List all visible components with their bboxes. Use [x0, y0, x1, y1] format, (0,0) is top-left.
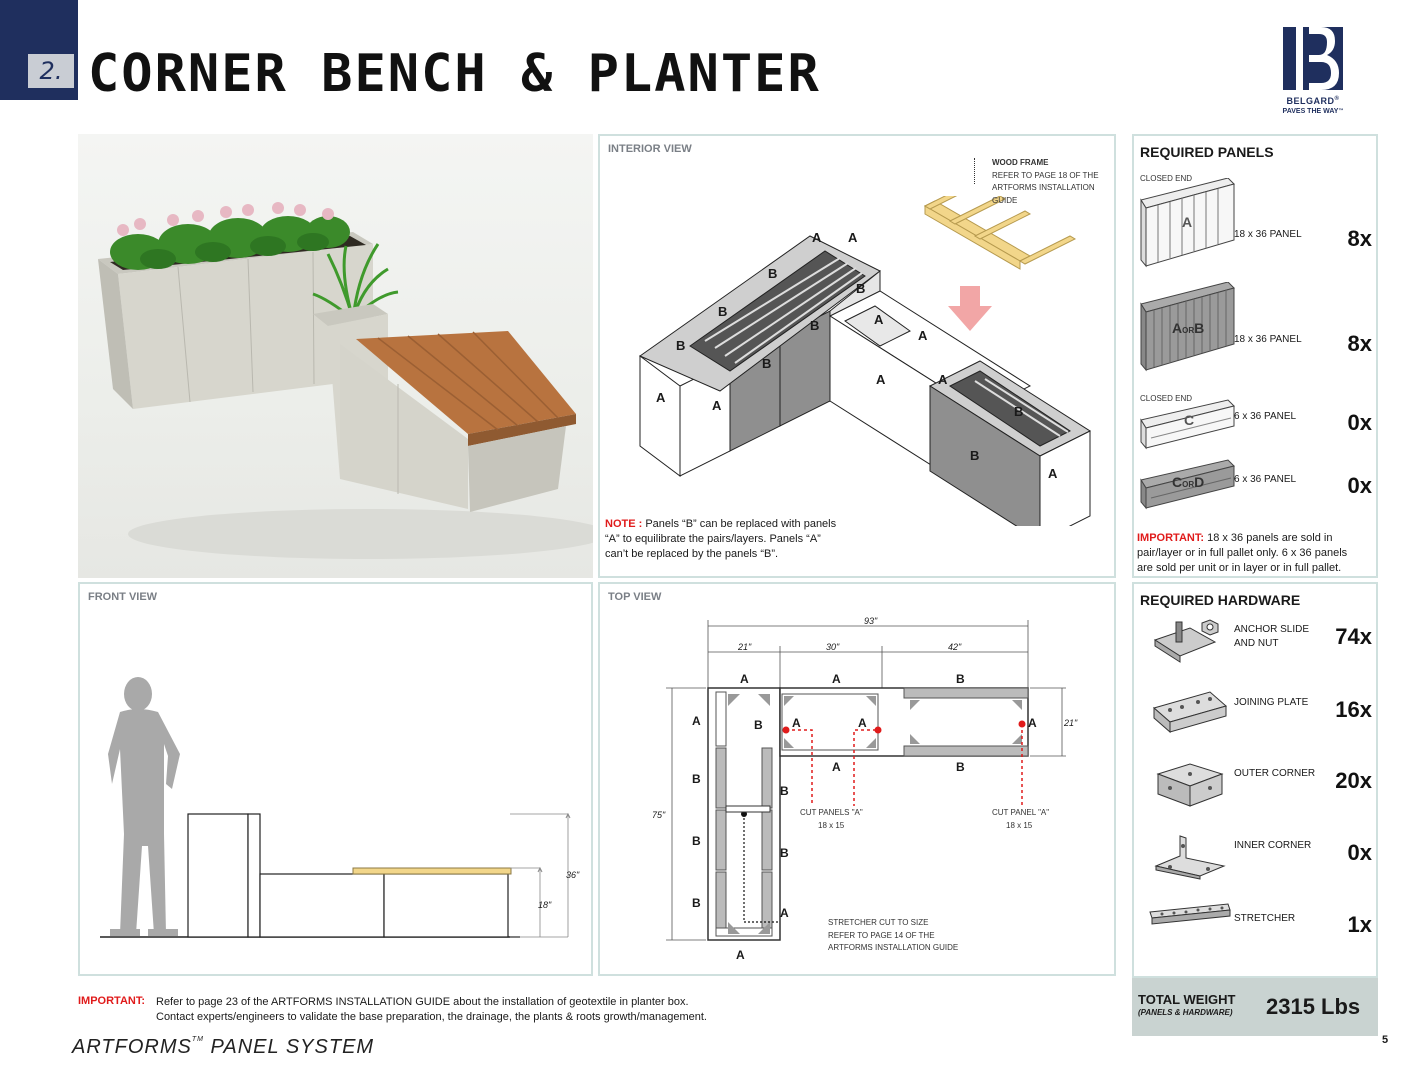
panel-letter-a: A — [712, 398, 722, 413]
top-letter-a: A — [736, 948, 745, 962]
person-silhouette-icon — [108, 677, 180, 936]
panel-letter-a: A — [876, 372, 886, 387]
panel-size: 18 x 36 PANEL — [1234, 229, 1302, 240]
hardware-name: ANCHOR SLIDE — [1234, 624, 1310, 635]
belgard-logo-icon — [1283, 27, 1343, 90]
stretcher-note-title: STRETCHER CUT TO SIZE — [828, 918, 929, 927]
dim-42: 42" — [948, 642, 962, 652]
panel-letter-b: B — [676, 338, 686, 353]
top-view-diagram — [600, 584, 1114, 974]
footer-important-text: Refer to page 23 of the ARTFORMS INSTALLATION GUIDE about the installation of geotextile in planter box. Contact experts/engineers to validate the base preparation, the drainage, the plants & roots growth/management. — [156, 996, 707, 1023]
panels-important-note: IMPORTANT: 18 x 36 panels are sold in pair/layer or in full pallet only. 6 x 36 panels are sold per unit or in layer or in full pallet. — [1137, 532, 1348, 574]
top-letter-b: B — [692, 834, 701, 848]
panel-size: 6 x 36 PANEL — [1234, 411, 1297, 422]
panel-letter-a: A — [848, 230, 858, 245]
panel-letter-b: B — [810, 318, 820, 333]
panel-qty: 8x — [1347, 226, 1372, 251]
hardware-qty: 16x — [1335, 697, 1372, 722]
panel-letter-a: A — [874, 312, 884, 327]
dim-36: 36" — [566, 870, 580, 880]
panel-size: 6 x 36 PANEL — [1234, 474, 1297, 485]
planter-bench-render-image — [78, 134, 593, 578]
dim-21: 21" — [738, 642, 752, 652]
brand-name: BELGARD® — [1286, 96, 1340, 106]
top-view-label: TOP VIEW — [608, 591, 662, 603]
panel-qty: 0x — [1347, 473, 1372, 498]
brand-tagline: PAVES THE WAY™ — [1282, 108, 1344, 115]
panel-letters: CORD — [1172, 474, 1205, 490]
stretcher-note-ref: ARTFORMS INSTALLATION GUIDE — [828, 943, 959, 952]
dim-right-21: 21" — [1064, 718, 1078, 728]
panel-qty: 8x — [1347, 331, 1372, 356]
total-weight-label: TOTAL WEIGHT — [1138, 992, 1236, 1007]
total-weight-value: 2315 Lbs — [1266, 994, 1361, 1019]
hardware-name: AND NUT — [1234, 638, 1279, 649]
panel-letters: C — [1184, 412, 1195, 428]
top-letter-b: B — [754, 718, 763, 732]
dim-total: 93" — [864, 616, 878, 626]
stretcher-note-ref: REFER TO PAGE 14 OF THE — [828, 931, 935, 940]
required-hardware-title: REQUIRED HARDWARE — [1140, 592, 1301, 608]
interior-view-panel — [598, 134, 1116, 578]
wood-frame-ref: ARTFORMS INSTALLATION — [992, 183, 1095, 192]
anchor-slide-icon — [1150, 618, 1230, 668]
panel-letter-a: A — [656, 390, 666, 405]
inner-corner-icon — [1150, 830, 1230, 880]
panel-size: 18 x 36 PANEL — [1234, 334, 1302, 345]
front-view-label: FRONT VIEW — [88, 591, 158, 603]
cut-panel-a-size: 18 x 15 — [1006, 821, 1033, 830]
front-view-panel — [78, 582, 593, 976]
wood-frame-ref: REFER TO PAGE 18 OF THE — [992, 171, 1099, 180]
top-letter-a: A — [792, 716, 801, 730]
interior-note: NOTE : Panels “B” can be replaced with panels “A” to equilibrate the pairs/layers. Panels “A” can’t be replaced by the panels “B”. — [605, 518, 837, 560]
page-title: CORNER BENCH & PLANTER — [88, 44, 821, 104]
panel-letter-b: B — [1014, 404, 1024, 419]
hardware-qty: 74x — [1335, 624, 1372, 649]
top-letter-b: B — [956, 672, 965, 686]
panel-letter-a: A — [812, 230, 822, 245]
dim-30: 30" — [826, 642, 840, 652]
dim-75: 75" — [652, 810, 666, 820]
hardware-qty: 0x — [1347, 840, 1372, 865]
panel-tag: CLOSED END — [1140, 174, 1193, 183]
stretcher-icon — [1148, 902, 1232, 932]
section-number: 2. — [28, 54, 74, 88]
page-number: 5 — [1382, 1034, 1389, 1046]
wood-frame-ref: GUIDE — [992, 196, 1018, 205]
top-letter-b: B — [956, 760, 965, 774]
cut-panel-a-label: CUT PANEL "A" — [992, 808, 1050, 817]
panel-letter-b: B — [718, 304, 728, 319]
top-letter-a: A — [832, 672, 841, 686]
wood-frame-title: WOOD FRAME — [992, 158, 1049, 167]
panel-letters: A — [1182, 214, 1193, 230]
panel-tag: CLOSED END — [1140, 394, 1193, 403]
product-photo — [78, 134, 593, 578]
panel-letter-a: A — [1048, 466, 1058, 481]
front-view-diagram — [80, 584, 591, 974]
total-weight-sublabel: (PANELS & HARDWARE) — [1138, 1008, 1233, 1017]
top-letter-a: A — [1028, 716, 1037, 730]
panel-qty: 0x — [1347, 410, 1372, 435]
top-letter-a: A — [832, 760, 841, 774]
hardware-qty: 1x — [1347, 912, 1372, 937]
footer-important-label: IMPORTANT: — [78, 995, 146, 1007]
top-letter-b: B — [780, 846, 789, 860]
system-name: ARTFORMS™ PANEL SYSTEM — [72, 1036, 375, 1058]
top-letter-a: A — [780, 906, 789, 920]
panel-letter-b: B — [762, 356, 772, 371]
required-panels-title: REQUIRED PANELS — [1140, 144, 1274, 160]
hardware-qty: 20x — [1335, 768, 1372, 793]
dim-18: 18" — [538, 900, 552, 910]
required-panels-panel — [1132, 134, 1378, 578]
panel-letter-b: B — [768, 266, 778, 281]
top-view-panel — [598, 582, 1116, 976]
top-letter-b: B — [692, 772, 701, 786]
top-letter-a: A — [692, 714, 701, 728]
hardware-name: STRETCHER — [1234, 913, 1296, 924]
joining-plate-icon — [1150, 688, 1230, 738]
hardware-name: OUTER CORNER — [1234, 768, 1316, 779]
panel-letter-a: A — [918, 328, 928, 343]
required-hardware-panel — [1132, 582, 1378, 978]
top-letter-b: B — [692, 896, 701, 910]
interior-view-diagram — [630, 196, 1110, 526]
outer-corner-icon — [1150, 760, 1230, 810]
panel-letter-a: A — [938, 372, 948, 387]
wood-frame-leader — [974, 158, 975, 184]
hardware-name: INNER CORNER — [1234, 840, 1312, 851]
top-letter-b: B — [780, 784, 789, 798]
total-weight-box — [1132, 978, 1378, 1036]
panel-letters: AORB — [1172, 320, 1205, 336]
interior-view-label: INTERIOR VIEW — [608, 143, 692, 155]
panel-letter-b: B — [970, 448, 980, 463]
panel-letter-b: B — [856, 281, 866, 296]
top-letter-a: A — [740, 672, 749, 686]
hardware-name: JOINING PLATE — [1234, 697, 1309, 708]
top-letter-a: A — [858, 716, 867, 730]
cut-panels-a-size: 18 x 15 — [818, 821, 845, 830]
cut-panels-a-label: CUT PANELS "A" — [800, 808, 863, 817]
